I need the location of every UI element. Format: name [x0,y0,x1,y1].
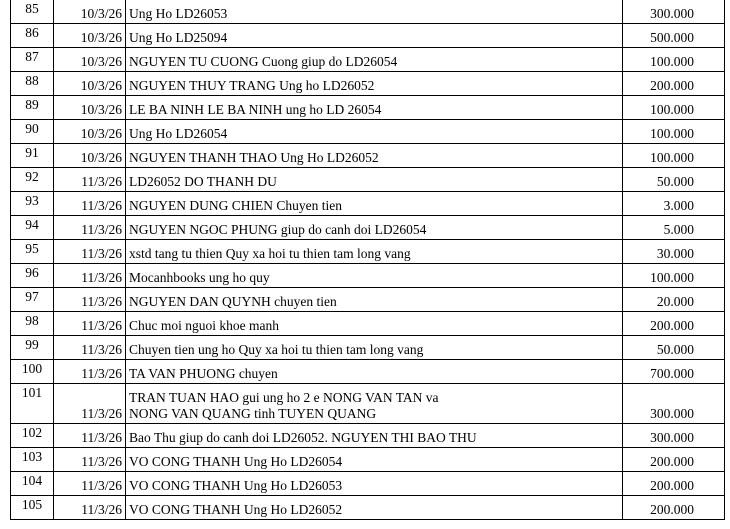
description-line: VO CONG THANH Ung Ho LD26053 [129,478,343,493]
transaction-description [126,384,623,424]
table-row [11,144,725,168]
row-number: 85 [11,0,54,24]
description-line: NGUYEN DAN QUYNH chuyen tien [129,294,337,309]
table-row [11,312,725,336]
transaction-amount: 100.000 [623,264,725,288]
transaction-amount: 50.000 [623,168,725,192]
transaction-description [126,144,623,168]
description-line: Ung Ho LD26053 [129,6,228,21]
table-row [11,424,725,448]
transaction-amount: 20.000 [623,288,725,312]
row-number: 101 [11,384,54,424]
row-number: 97 [11,288,54,312]
table-row [11,240,725,264]
transaction-amount: 200.000 [623,312,725,336]
table-row [11,472,725,496]
row-number: 86 [11,24,54,48]
table-row [11,48,725,72]
transaction-description [126,240,623,264]
transaction-description [126,96,623,120]
transaction-description [126,0,623,24]
row-number: 96 [11,264,54,288]
description-line: Ung Ho LD26054 [129,126,228,141]
table-row [11,192,725,216]
row-number: 105 [11,496,54,520]
transaction-date: 10/3/26 [54,96,126,120]
table-row [11,96,725,120]
description-line: NGUYEN TU CUONG Cuong giup do LD26054 [129,54,398,69]
transaction-description [126,120,623,144]
transaction-date: 11/3/26 [54,264,126,288]
table-row [11,72,725,96]
transaction-description [126,72,623,96]
description-line: VO CONG THANH Ung Ho LD26052 [129,502,343,517]
description-line: TRAN TUAN HAO gui ung ho 2 e NONG VAN TAN va [129,390,439,405]
transaction-amount: 100.000 [623,120,725,144]
transaction-amount: 100.000 [623,96,725,120]
description-line: Chuyen tien ung ho Quy xa hoi tu thien tam long vang [129,342,424,357]
row-number: 104 [11,472,54,496]
transaction-description [126,168,623,192]
row-number: 94 [11,216,54,240]
transaction-date: 11/3/26 [54,192,126,216]
table-row [11,288,725,312]
transaction-amount: 50.000 [623,336,725,360]
description-line: NGUYEN THANH THAO Ung Ho LD26052 [129,150,379,165]
transaction-description [126,360,623,384]
transaction-date: 10/3/26 [54,144,126,168]
table-row [11,216,725,240]
table-row [11,336,725,360]
transaction-amount: 5.000 [623,216,725,240]
table-row [11,264,725,288]
transaction-amount: 200.000 [623,72,725,96]
transaction-description [126,472,623,496]
transaction-amount: 500.000 [623,24,725,48]
row-number: 95 [11,240,54,264]
description-line: NONG VAN QUANG tinh TUYEN QUANG [129,406,377,421]
transaction-description [126,192,623,216]
transaction-amount: 300.000 [623,0,725,24]
transaction-amount: 3.000 [623,192,725,216]
description-line: LE BA NINH LE BA NINH ung ho LD 26054 [129,102,382,117]
transaction-amount: 100.000 [623,144,725,168]
transaction-description [126,216,623,240]
row-number: 90 [11,120,54,144]
transaction-date: 11/3/26 [54,360,126,384]
transaction-description [126,288,623,312]
description-line: Chuc moi nguoi khoe manh [129,318,279,333]
transaction-description [126,448,623,472]
row-number: 87 [11,48,54,72]
transaction-description [126,424,623,448]
transaction-amount: 200.000 [623,496,725,520]
transaction-date: 10/3/26 [54,24,126,48]
row-number: 93 [11,192,54,216]
transaction-amount: 200.000 [623,472,725,496]
transaction-date: 10/3/26 [54,48,126,72]
table-row [11,448,725,472]
transaction-description [126,312,623,336]
table-row [11,384,725,424]
transaction-date: 11/3/26 [54,448,126,472]
table-row [11,168,725,192]
transaction-date: 11/3/26 [54,288,126,312]
description-line: NGUYEN NGOC PHUNG giup do canh doi LD26054 [129,222,427,237]
row-number: 102 [11,424,54,448]
transaction-date: 11/3/26 [54,216,126,240]
transaction-description [126,336,623,360]
row-number: 92 [11,168,54,192]
transaction-date: 11/3/26 [54,312,126,336]
description-line: VO CONG THANH Ung Ho LD26054 [129,454,343,469]
description-line: Mocanhbooks ung ho quy [129,270,270,285]
table-row [11,496,725,520]
transaction-amount: 200.000 [623,448,725,472]
description-line: LD26052 DO THANH DU [129,174,277,189]
transaction-date: 11/3/26 [54,472,126,496]
transaction-date: 10/3/26 [54,0,126,24]
transaction-date: 11/3/26 [54,424,126,448]
transaction-description [126,48,623,72]
description-line: NGUYEN THUY TRANG Ung ho LD26052 [129,78,375,93]
description-line: NGUYEN DUNG CHIEN Chuyen tien [129,198,342,213]
donation-table-body [11,0,725,520]
description-line: xstd tang tu thien Quy xa hoi tu thien tam long vang [129,246,411,261]
description-line: Bao Thu giup do canh doi LD26052. NGUYEN THI BAO THU [129,430,477,445]
donation-table [10,0,725,520]
transaction-date: 11/3/26 [54,240,126,264]
row-number: 91 [11,144,54,168]
table-row [11,24,725,48]
transaction-date: 11/3/26 [54,496,126,520]
transaction-date: 11/3/26 [54,336,126,360]
transaction-description [126,496,623,520]
table-row [11,360,725,384]
transaction-amount: 300.000 [623,424,725,448]
transaction-amount: 30.000 [623,240,725,264]
row-number: 103 [11,448,54,472]
transaction-amount: 300.000 [623,384,725,424]
transaction-amount: 100.000 [623,48,725,72]
row-number: 99 [11,336,54,360]
row-number: 88 [11,72,54,96]
row-number: 100 [11,360,54,384]
transaction-date: 10/3/26 [54,72,126,96]
transaction-date: 11/3/26 [54,384,126,424]
transaction-date: 11/3/26 [54,168,126,192]
table-row [11,0,725,24]
table-row [11,120,725,144]
description-line: Ung Ho LD25094 [129,30,228,45]
row-number: 89 [11,96,54,120]
transaction-description [126,264,623,288]
description-line: TA VAN PHUONG chuyen [129,366,278,381]
transaction-amount: 700.000 [623,360,725,384]
transaction-date: 10/3/26 [54,120,126,144]
transaction-description [126,24,623,48]
row-number: 98 [11,312,54,336]
